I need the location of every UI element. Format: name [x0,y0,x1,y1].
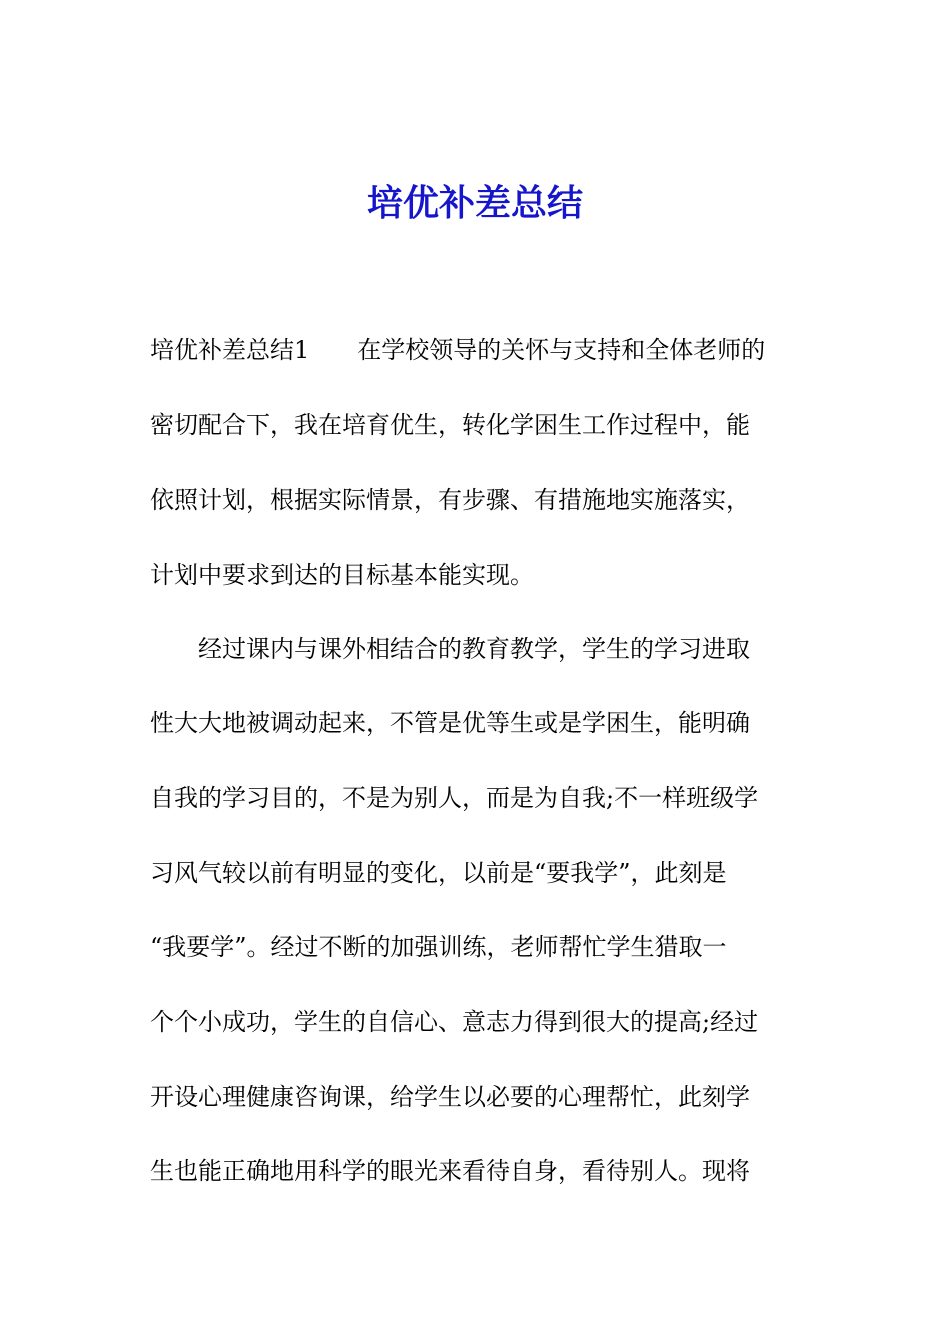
document-title: 培优补差总结 [366,182,583,224]
text-line-2: 密切配合下，我在培育优生，转化学困生工作过程中，能 [150,411,750,439]
text-line-9: “我要学”。经过不断的加强训练，老师帮忙学生猎取一 [150,933,727,961]
text-line-7: 自我的学习目的，不是为别人，而是为自我;不一样班级学 [150,784,759,812]
text-line-3: 依照计划，根据实际情景，有步骤、有措施地实施落实， [150,486,750,514]
text-line-5: 经过课内与课外相结合的教育教学，学生的学习进取 [198,635,750,663]
text-line-1: 培优补差总结1 在学校领导的关怀与支持和全体老师的 [150,336,766,364]
text-line-11: 开设心理健康咨询课，给学生以必要的心理帮忙，此刻学 [150,1083,750,1111]
text-line-6: 性大大地被调动起来，不管是优等生或是学困生，能明确 [150,709,750,737]
text-line-10: 个个小成功，学生的自信心、意志力得到很大的提高;经过 [150,1008,759,1036]
text-line-4: 计划中要求到达的目标基本能实现。 [150,561,534,589]
text-line-8: 习风气较以前有明显的变化，以前是“要我学”，此刻是 [150,859,727,887]
text-line-12: 生也能正确地用科学的眼光来看待自身，看待别人。现将 [150,1157,750,1185]
